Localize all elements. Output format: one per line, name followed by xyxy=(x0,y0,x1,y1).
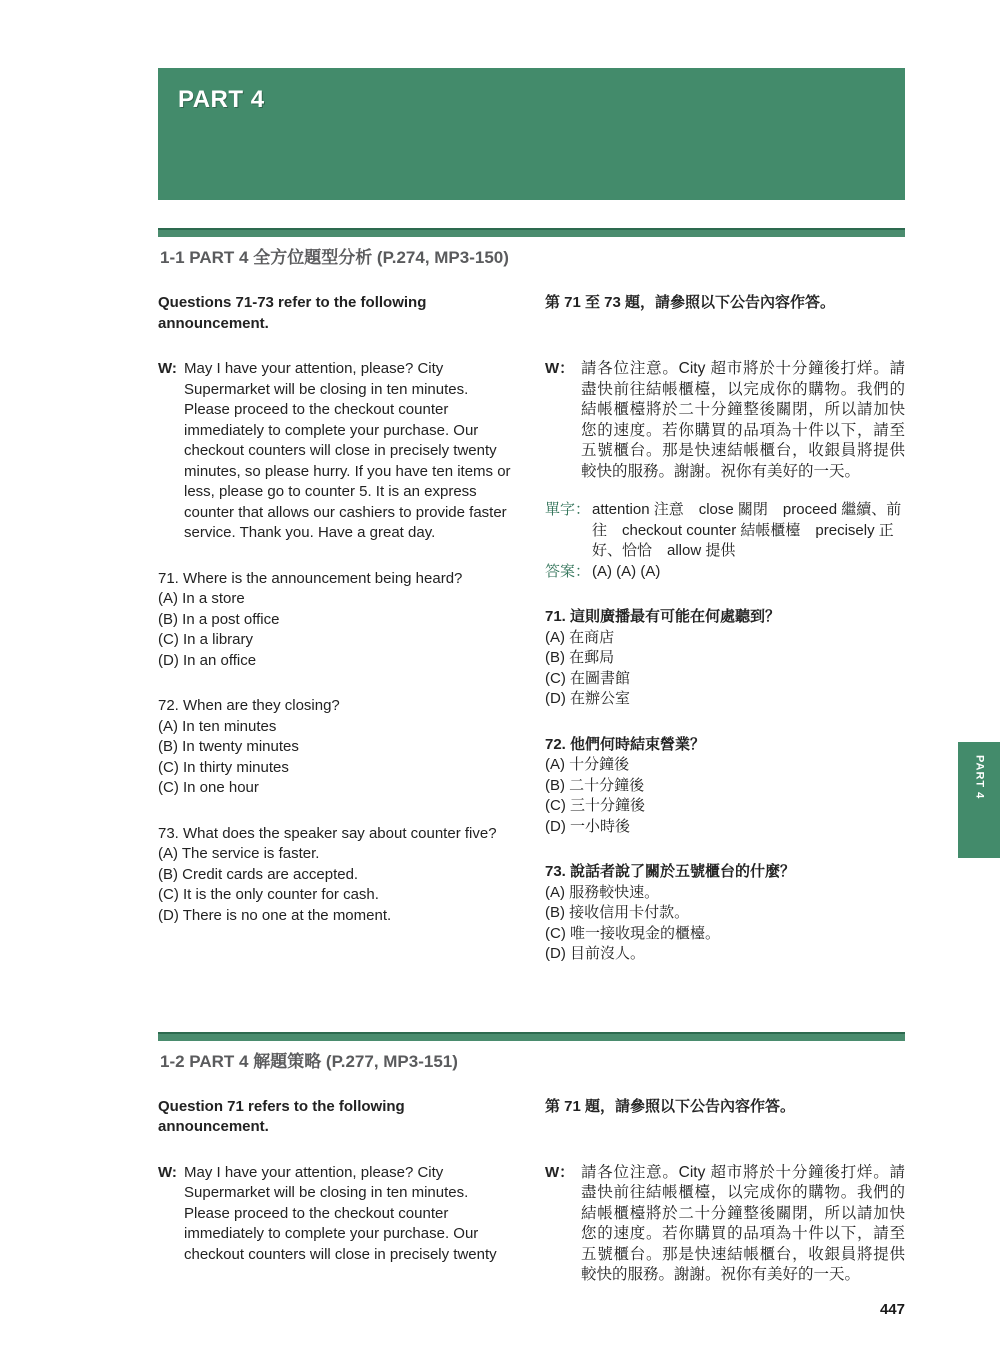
option-item: (C) 唯一接收現金的櫃檯。 xyxy=(545,924,720,942)
transcript-block xyxy=(158,359,516,544)
transcript-block xyxy=(158,1163,516,1266)
vocab-text: attention 注意 close 關閉 proceed 繼續、前往 checkout counter 結帳櫃檯 precisely 正好、恰恰 allow 提供 xyxy=(592,501,902,559)
option-item: (C) In thirty minutes xyxy=(158,758,289,776)
page-content xyxy=(158,228,905,1311)
question-text: 73. What does the speaker say about counter five? xyxy=(158,824,497,842)
section-rule xyxy=(158,228,905,237)
option-item: (D) 一小時後 xyxy=(545,817,630,835)
intro-text: 第 71 題，請參照以下公告內容作答。 xyxy=(545,1097,796,1115)
english-column xyxy=(158,1097,516,1311)
question-text: 71. 這則廣播最有可能在何處聽到？ xyxy=(545,608,781,625)
part-banner xyxy=(158,68,905,200)
question-block xyxy=(545,735,905,838)
speaker-label: W： xyxy=(545,360,575,377)
option-item: (B) Credit cards are accepted. xyxy=(158,865,359,883)
speaker-label: W: xyxy=(158,360,177,377)
option-item: (A) 服務較快速。 xyxy=(545,883,660,901)
side-tab-label: PART 4 xyxy=(973,755,986,800)
transcript-block xyxy=(545,1163,905,1286)
section-2 xyxy=(158,1032,905,1311)
vocab-answer-block xyxy=(545,500,905,582)
question-text: 73. 說話者說了關於五號櫃台的什麼？ xyxy=(545,863,796,880)
answer-text: (A) (A) (A) xyxy=(592,562,661,580)
option-item: (B) In a post office xyxy=(158,610,280,628)
option-item: (B) 二十分鐘後 xyxy=(545,776,645,794)
transcript-text: May I have your attention, please? City Supermarket will be closing in ten minutes. Please proceed to the checkout counter immediately to complete your purchase. Our checkout counters will close in precisely twenty minutes, so please hurry. If you have ten items or less, please go to counter 5. It is an express counter that allows our cashiers to provide faster service. Thank you. Have a great day. xyxy=(184,360,511,541)
option-item: (C) It is the only counter for cash. xyxy=(158,886,379,903)
option-item: (A) In ten minutes xyxy=(158,717,277,735)
option-item: (C) 三十分鐘後 xyxy=(545,797,645,814)
transcript-text: 請各位注意。City 超市將於十分鐘後打烊。請盡快前往結帳櫃檯，以完成你的購物。我們的結帳櫃檯將於二十分鐘整後關閉，所以請加快您的速度。若你購買的品項為十件以下，請至五號櫃台。那是快速結帳櫃台，收銀員將提供較快的服務。謝謝。祝你有美好的一天。 xyxy=(581,1163,905,1283)
option-item: (A) 十分鐘後 xyxy=(545,756,630,773)
option-item: (C) In a library xyxy=(158,631,254,648)
speaker-label: W: xyxy=(158,1163,177,1181)
option-item: (C) In one hour xyxy=(158,779,259,796)
question-block xyxy=(545,607,905,710)
question-block xyxy=(158,696,516,799)
option-item: (A) In a store xyxy=(158,590,245,607)
section-heading: 1-2 PART 4 解題策略 (P.277, MP3-151) xyxy=(160,1051,458,1071)
intro-text: Questions 71-73 refer to the following announcement. xyxy=(158,294,427,332)
option-item: (D) 在辦公室 xyxy=(545,690,630,707)
option-item: (B) 在郵局 xyxy=(545,649,615,666)
part-banner-title: PART 4 xyxy=(178,86,265,113)
chinese-column xyxy=(545,1097,905,1311)
option-item: (B) In twenty minutes xyxy=(158,738,299,755)
vocab-label: 單字： xyxy=(545,501,591,518)
page-number: 447 xyxy=(879,1301,905,1318)
english-column xyxy=(158,293,516,990)
option-item: (A) 在商店 xyxy=(545,628,615,646)
question-block xyxy=(158,824,516,927)
option-item: (B) 接收信用卡付款。 xyxy=(545,904,690,921)
option-item: (D) There is no one at the moment. xyxy=(158,906,392,924)
option-item: (C) 在圖書館 xyxy=(545,669,630,687)
question-text: 72. When are they closing? xyxy=(158,697,340,714)
question-text: 71. Where is the announcement being heard? xyxy=(158,569,463,587)
section-1 xyxy=(158,228,905,990)
transcript-text: 請各位注意。City 超市將於十分鐘後打烊。請盡快前往結帳櫃檯，以完成你的購物。我們的結帳櫃檯將於二十分鐘整後關閉，所以請加快您的速度。若你購買的品項為十件以下，請至五號櫃台。那是快速結帳櫃台，收銀員將提供較快的服務。謝謝。祝你有美好的一天。 xyxy=(581,360,905,480)
question-text: 72. 他們何時結束營業？ xyxy=(545,735,706,753)
section-2-columns xyxy=(158,1097,905,1311)
question-block xyxy=(545,862,905,965)
intro-text: 第 71 至 73 題，請參照以下公告內容作答。 xyxy=(545,294,836,311)
option-item: (D) 目前沒人。 xyxy=(545,945,645,962)
chinese-column xyxy=(545,293,905,990)
section-rule xyxy=(158,1032,905,1041)
section-1-columns xyxy=(158,293,905,990)
vocab-row xyxy=(545,500,905,562)
option-item: (A) The service is faster. xyxy=(158,845,320,862)
answer-label: 答案： xyxy=(545,562,591,580)
speaker-label: W： xyxy=(545,1163,575,1181)
transcript-block xyxy=(545,359,905,482)
answer-row xyxy=(545,562,905,583)
side-tab-part4 xyxy=(958,742,1000,858)
section-heading: 1-1 PART 4 全方位題型分析 (P.274, MP3-150) xyxy=(160,248,509,267)
option-item: (D) In an office xyxy=(158,651,257,669)
question-block xyxy=(158,569,516,672)
transcript-text: May I have your attention, please? City Supermarket will be closing in ten minutes. Please proceed to the checkout counter immediately to complete your purchase. Our checkout counters will close in precisely twenty xyxy=(184,1163,497,1263)
intro-text: Question 71 refers to the following announcement. xyxy=(158,1097,405,1135)
